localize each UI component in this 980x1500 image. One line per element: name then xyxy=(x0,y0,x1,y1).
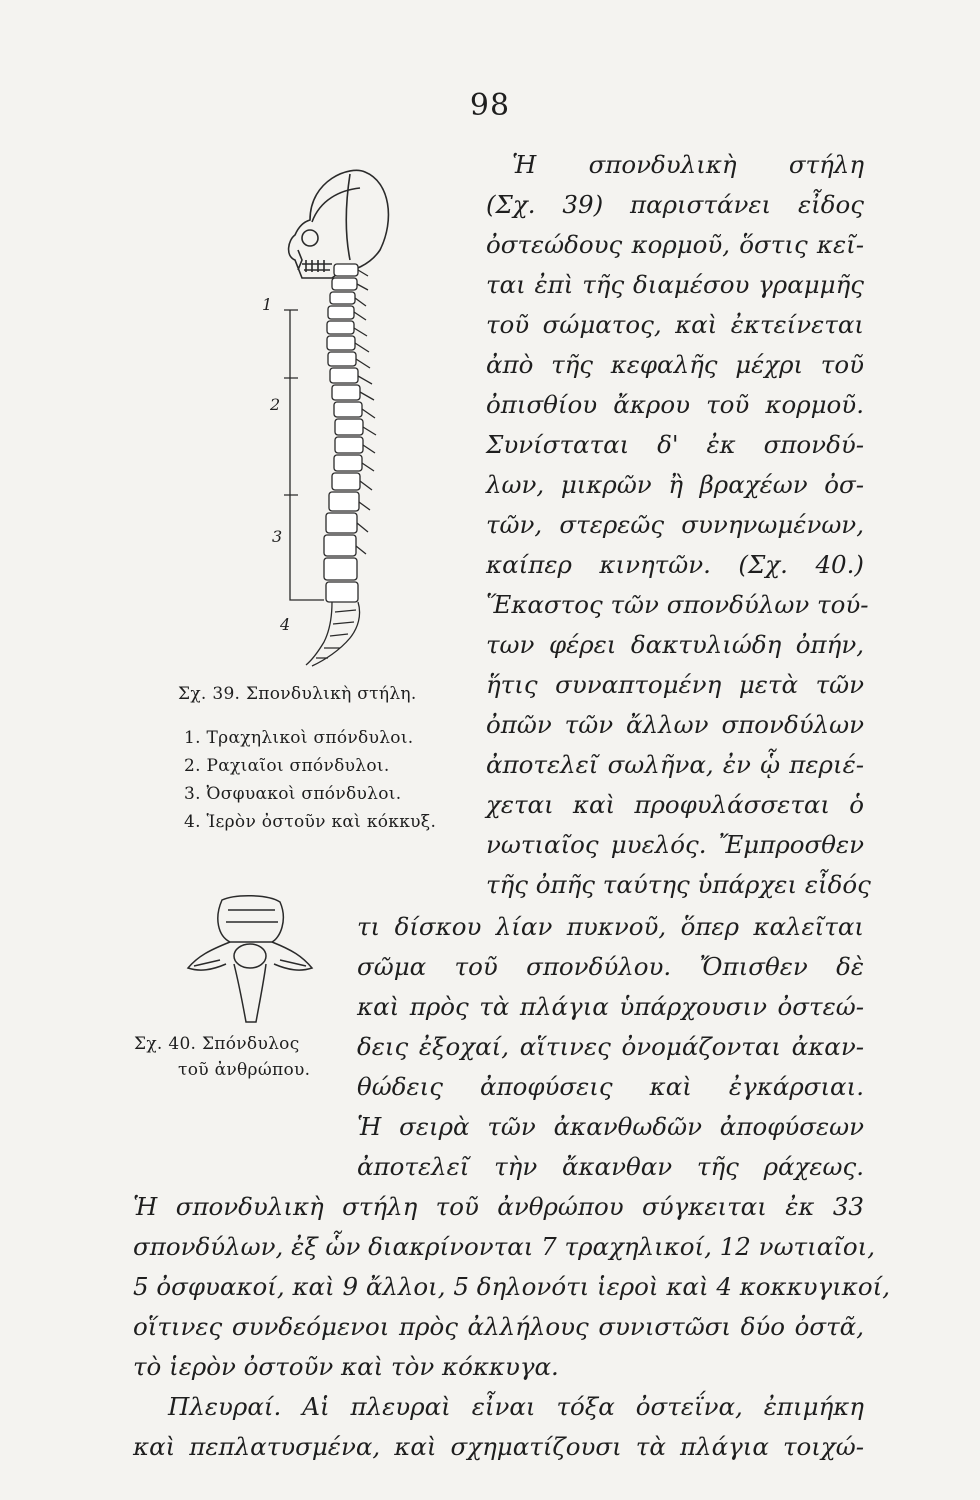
section-heading-line: Πλευραί. Αἱ πλευραὶ εἶναι τόξα ὀστεΐνα, ἐπιμήκη xyxy=(168,1392,864,1421)
body-text-line: (Σχ. 39) παριστάνει εἶδος xyxy=(486,190,864,219)
body-text-line: ἀποτελεῖ τὴν ἄκανθαν τῆς ράχεως. xyxy=(357,1152,864,1181)
figure-39-label-1: 1 xyxy=(262,295,273,314)
body-text-line: ται ἐπὶ τῆς διαμέσου γραμμῆς xyxy=(486,270,864,299)
body-text-line: οἵτινες συνδεόμενοι πρὸς ἀλλήλους συνιστῶσι δύο ὀστᾶ, xyxy=(133,1312,864,1341)
figure-39-label-4: 4 xyxy=(280,615,291,634)
body-text-line: 5 ὀσφυακοί, καὶ 9 ἄλλοι, 5 δηλονότι ἱεροὶ καὶ 4 κοκκυγικοί, xyxy=(133,1272,891,1301)
body-text-line: σπονδύλων, ἐξ ὧν διακρίνονται 7 τραχηλικοί, 12 νωτιαῖοι, xyxy=(133,1232,876,1261)
body-text-line: ὀστεώδους κορμοῦ, ὅστις κεῖ- xyxy=(486,230,864,259)
figure-39-legend-item: 4. Ἱερὸν ὀστοῦν καὶ κόκκυξ. xyxy=(184,812,437,832)
body-text-line: χεται καὶ προφυλάσσεται ὁ xyxy=(486,790,864,819)
figure-39-legend-item: 1. Τραχηλικοὶ σπόνδυλοι. xyxy=(184,728,414,748)
figure-39-legend-item: 3. Ὀσφυακοὶ σπόνδυλοι. xyxy=(184,784,402,804)
body-text-line: των φέρει δακτυλιώδη ὀπήν, xyxy=(486,630,864,659)
body-text-line: ἀποτελεῖ σωλῆνα, ἐν ᾧ περιέ- xyxy=(486,750,864,779)
figure-39-spine-illustration xyxy=(240,160,400,670)
body-text-line: καίπερ κινητῶν. (Σχ. 40.) xyxy=(486,550,864,579)
body-text-line: τι δίσκου λίαν πυκνοῦ, ὅπερ καλεῖται xyxy=(357,912,864,941)
body-text-line: λων, μικρῶν ἢ βραχέων ὀσ- xyxy=(486,470,864,499)
body-text-line: Ἕκαστος τῶν σπονδύλων τού- xyxy=(486,590,869,619)
body-text-line: καὶ πεπλατυσμένα, καὶ σχηματίζουσι τὰ πλάγια τοιχώ- xyxy=(133,1432,864,1461)
body-text-line: θώδεις ἀποφύσεις καὶ ἐγκάρσιαι. xyxy=(357,1072,864,1101)
body-text-line: νωτιαῖος μυελός. Ἔμπροσθεν xyxy=(486,830,864,859)
figure-40-vertebra-illustration xyxy=(180,890,320,1030)
figure-40-caption-line: τοῦ ἀνθρώπου. xyxy=(178,1060,311,1080)
body-text-line: Ἡ σπονδυλικὴ στήλη xyxy=(512,150,864,179)
body-text-line: δεις ἐξοχαί, αἵτινες ὀνομάζονται ἀκαν- xyxy=(357,1032,864,1061)
body-text-line: ὀπισθίου ἄκρου τοῦ κορμοῦ. xyxy=(486,390,864,419)
body-text-line: καὶ πρὸς τὰ πλάγια ὑπάρχουσιν ὀστεώ- xyxy=(357,992,864,1021)
figure-39-caption: Σχ. 39. Σπονδυλικὴ στήλη. xyxy=(178,684,417,704)
figure-39-label-3: 3 xyxy=(272,527,283,546)
body-text-line: Ἡ σειρὰ τῶν ἀκανθωδῶν ἀποφύσεων xyxy=(357,1112,864,1141)
body-text-line: Συνίσταται δ' ἐκ σπονδύ- xyxy=(486,430,864,459)
figure-39-legend-item: 2. Ραχιαῖοι σπόνδυλοι. xyxy=(184,756,390,776)
body-text-line: τοῦ σώματος, καὶ ἐκτείνεται xyxy=(486,310,864,339)
body-text-line: τῶν, στερεῶς συνηνωμένων, xyxy=(486,510,864,539)
body-text-line: τὸ ἱερὸν ὀστοῦν καὶ τὸν κόκκυγα. xyxy=(133,1352,559,1381)
body-text-line: ὀπῶν τῶν ἄλλων σπονδύλων xyxy=(486,710,864,739)
figure-40-caption-line: Σχ. 40. Σπόνδυλος xyxy=(134,1034,300,1054)
body-text-line: ἀπὸ τῆς κεφαλῆς μέχρι τοῦ xyxy=(486,350,864,379)
body-text-line: τῆς ὀπῆς ταύτης ὑπάρχει εἶδός xyxy=(486,870,871,899)
page-number: 98 xyxy=(469,88,511,123)
body-text-line: Ἡ σπονδυλικὴ στήλη τοῦ ἀνθρώπου σύγκειται ἐκ 33 xyxy=(133,1192,864,1221)
figure-39-label-2: 2 xyxy=(270,395,281,414)
body-text-line: ἥτις συναπτομένη μετὰ τῶν xyxy=(486,670,864,699)
body-text-line: σῶμα τοῦ σπονδύλου. Ὄπισθεν δὲ xyxy=(357,952,864,981)
